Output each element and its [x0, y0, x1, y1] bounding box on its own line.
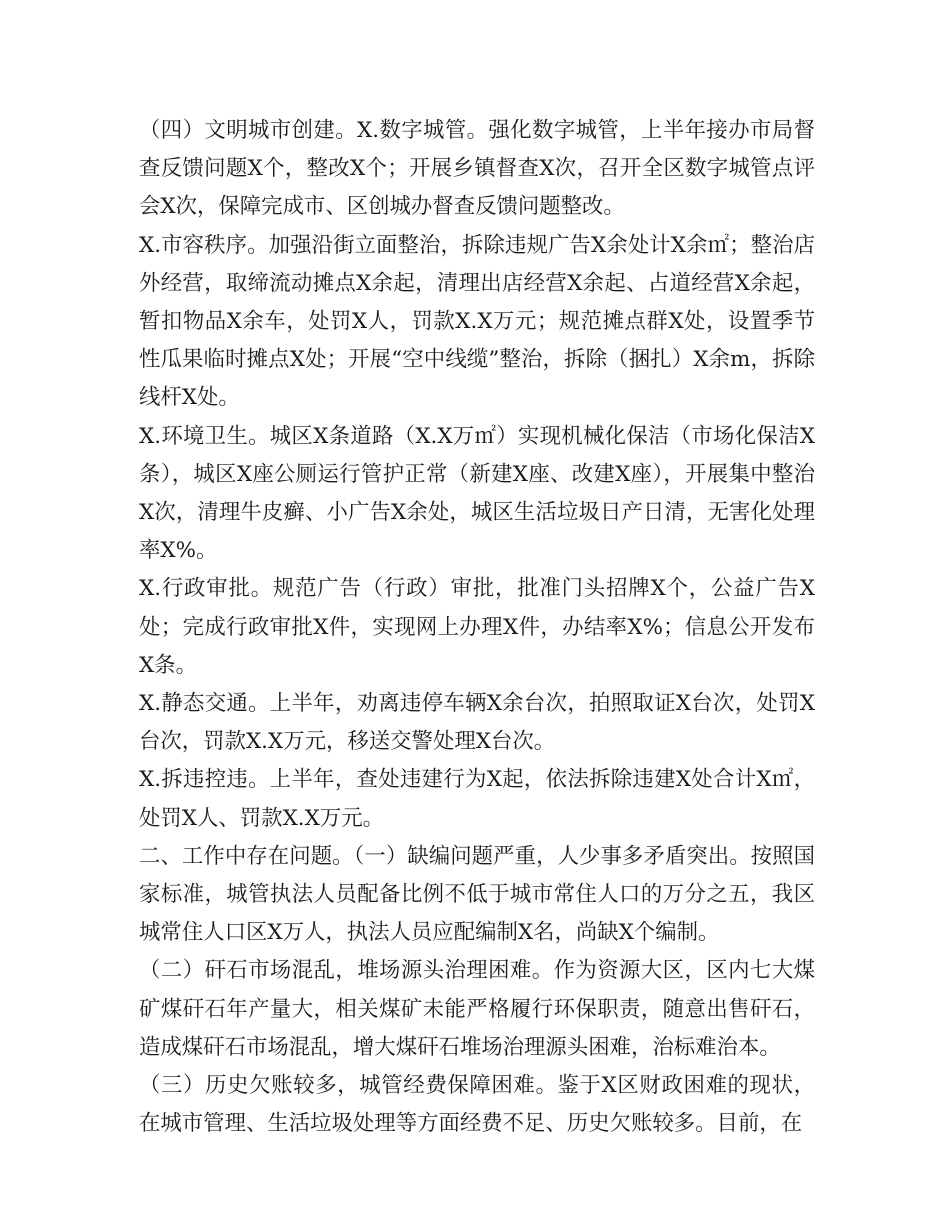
document-body	[139, 112, 815, 1143]
paragraph-sanitation: X.环境卫生。城区X条道路（X.X万㎡）实现机械化保洁（市场化保洁X条），城区X座公厕运行管护正常（新建X座、改建X座），开展集中整治X次，清理牛皮癣、小广告X余处，城区生活垃圾日产日清，无害化处理率X%。	[139, 423, 815, 564]
paragraph-illegal-construction: X.拆违控违。上半年，查处违建行为X起，依法拆除违建X处合计X㎡，处罚X人、罚款X.X万元。	[139, 767, 815, 831]
paragraph-civilized-city: （四）文明城市创建。X.数字城管。强化数字城管，上半年接办市局督查反馈问题X个，整改X个；开展乡镇督查X次，召开全区数字城管点评会X次，保障完成市、区创城办督查反馈问题整改。	[139, 118, 815, 220]
paragraph-admin-approval: X.行政审批。规范广告（行政）审批，批准门头招牌X个，公益广告X处；完成行政审批X件，实现网上办理X件，办结率X%；信息公开发布X条。	[139, 576, 815, 678]
paragraph-static-traffic: X.静态交通。上半年，劝离违停车辆X余台次，拍照取证X台次，处罚X台次，罚款X.X万元，移送交警处理X台次。	[139, 691, 815, 755]
paragraph-city-appearance: X.市容秩序。加强沿街立面整治，拆除违规广告X余处计X余㎡；整治店外经营，取缔流动摊点X余起，清理出店经营X余起、占道经营X余起，暂扣物品X余车，处罚X人，罚款X.X万元；规范摊点群X处，设置季节性瓜果临时摊点X处；开展“空中线缆”整治，拆除（捆扎）X余m，拆除线杆X处。	[139, 232, 815, 411]
paragraph-gangue-market: （二）矸石市场混乱，堆场源头治理困难。作为资源大区，区内七大煤矿煤矸石年产量大，相关煤矿未能严格履行环保职责，随意出售矸石，造成煤矸石市场混乱，增大煤矸石堆场治理源头困难，治标难治本。	[139, 958, 815, 1060]
paragraph-problems-staffing: 二、工作中存在问题。（一）缺编问题严重，人少事多矛盾突出。按照国家标准，城管执法人员配备比例不低于城市常住人口的万分之五，我区城常住人口区X万人，执法人员应配编制X名，尚缺X个编制。	[139, 843, 815, 946]
paragraph-funding: （三）历史欠账较多，城管经费保障困难。鉴于X区财政困难的现状，在城市管理、生活垃圾处理等方面经费不足、历史欠账较多。目前，在	[139, 1073, 815, 1137]
